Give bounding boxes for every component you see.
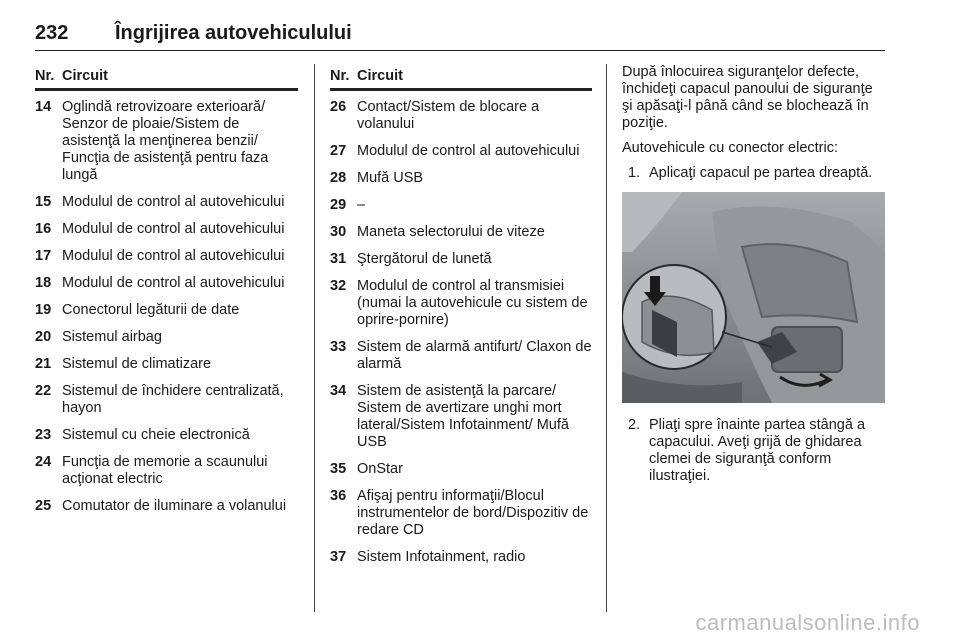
circuit-name: Modulul de control al transmisiei (numai la autovehicule cu sistem de oprire-pornire) [357, 278, 588, 328]
fuse-cover-illustration [622, 192, 885, 403]
table-row [330, 99, 592, 133]
page-title: Îngrijirea autovehiculului [115, 22, 352, 44]
circuit-name: Sistemul de climatizare [62, 356, 212, 372]
fuse-number: 26 [330, 99, 347, 115]
table-row [330, 339, 592, 373]
table-row [35, 275, 298, 292]
circuit-name: Maneta selectorului de viteze [357, 224, 545, 240]
circuit-name: Modulul de control al autovehicului [62, 248, 285, 264]
instructions-column [622, 64, 887, 485]
table-row [330, 197, 592, 214]
circuit-name: Sistemul cu cheie electronică [62, 427, 250, 443]
circuit-name: Afişaj pentru informaţii/Blocul instrumentelor de bord/Dispozitiv de redare CD [357, 488, 589, 538]
illustration-image [622, 192, 885, 403]
header-circuit: Circuit [62, 68, 108, 84]
fuse-number: 28 [330, 170, 347, 186]
circuit-name: Conectorul legăturii de date [62, 302, 240, 318]
step-number: 1. [628, 165, 641, 181]
fuse-number: 36 [330, 488, 347, 504]
step-text: Aplicaţi capacul pe partea dreaptă. [649, 165, 873, 181]
table-row [330, 383, 592, 451]
circuit-name: Modulul de control al autovehicului [62, 194, 285, 210]
fuse-number: 27 [330, 143, 347, 159]
table-row [330, 170, 592, 187]
table-header [330, 64, 592, 88]
header-rule [35, 50, 885, 51]
fuse-number: 31 [330, 251, 347, 267]
fuse-number: 23 [35, 427, 52, 443]
table-row [35, 99, 298, 184]
fuse-number: 25 [35, 498, 52, 514]
table-row [35, 302, 298, 319]
fuse-number: 21 [35, 356, 52, 372]
column-divider-2 [606, 64, 607, 612]
table-row [330, 224, 592, 241]
table-row [330, 143, 592, 160]
fuse-number: 32 [330, 278, 347, 294]
table-body [35, 99, 298, 515]
fuse-number: 35 [330, 461, 347, 477]
table-row [35, 356, 298, 373]
fuse-number: 24 [35, 454, 52, 470]
fuse-number: 14 [35, 99, 52, 115]
fuse-number: 19 [35, 302, 52, 318]
header-nr: Nr. [35, 68, 55, 84]
circuit-name: – [357, 197, 366, 213]
fuse-number: 34 [330, 383, 347, 399]
step-text: Pliaţi spre înainte partea stângă a capacului. Aveţi grijă de ghidarea clemei de siguranţă conform ilustraţiei. [649, 417, 866, 484]
fuse-number: 30 [330, 224, 347, 240]
table-row [330, 461, 592, 478]
paragraph-close-cover: După înlocuirea siguranţelor defecte, închideţi capacul panoului de siguranţe şi apăsaţi-l până când se blochează în poziţie. [622, 64, 873, 131]
column-divider-1 [314, 64, 315, 612]
table-row [330, 251, 592, 268]
table-row [330, 278, 592, 329]
table-header [35, 64, 298, 88]
table-header-rule [330, 88, 592, 91]
fuse-number: 37 [330, 549, 347, 565]
circuit-name: Mufă USB [357, 170, 424, 186]
header-circuit: Circuit [357, 68, 403, 84]
circuit-name: Sistem Infotainment, radio [357, 549, 526, 565]
table-row [35, 427, 298, 444]
fuse-number: 16 [35, 221, 52, 237]
table-row [35, 248, 298, 265]
circuit-name: Sistem de alarmă antifurt/ Claxon de alarmă [357, 339, 592, 372]
fuse-number: 15 [35, 194, 52, 210]
paragraph-electric-connector: Autovehicule cu conector electric: [622, 140, 838, 156]
circuit-name: Modulul de control al autovehicului [62, 275, 285, 291]
circuit-name: Modulul de control al autovehicului [62, 221, 285, 237]
page-number: 232 [35, 22, 69, 44]
circuit-name: Sistem de asistenţă la parcare/ Sistem de avertizare unghi mort lateral/Sistem Infotainment/ Mufă USB [357, 383, 569, 450]
circuit-name: Sistemul de închidere centralizată, hayon [62, 383, 284, 416]
step-number: 2. [628, 417, 641, 433]
table-row [35, 194, 298, 211]
circuit-name: OnStar [357, 461, 403, 477]
fuse-table-col1 [35, 64, 298, 525]
circuit-name: Comutator de iluminare a volanului [62, 498, 287, 514]
circuit-name: Funcţia de memorie a scaunului acţionat electric [62, 454, 268, 487]
step-2 [622, 417, 887, 485]
fuse-table-col2 [330, 64, 592, 576]
circuit-name: Ştergătorul de lunetă [357, 251, 492, 267]
table-row [35, 454, 298, 488]
watermark: carmanualsonline.info [695, 610, 920, 635]
fuse-number: 18 [35, 275, 52, 291]
fuse-number: 20 [35, 329, 52, 345]
table-row [35, 383, 298, 417]
fuse-number: 33 [330, 339, 347, 355]
circuit-name: Oglindă retrovizoare exterioară/ Senzor de ploaie/Sistem de asistenţă la menţinerea benzii/ Funcţia de asistenţă pentru faza lungă [62, 99, 269, 183]
fuse-number: 17 [35, 248, 52, 264]
table-row [330, 549, 592, 566]
table-row [330, 488, 592, 539]
circuit-name: Contact/Sistem de blocare a volanului [357, 99, 540, 132]
circuit-name: Sistemul airbag [62, 329, 162, 345]
fuse-number: 29 [330, 197, 347, 213]
step-1 [622, 165, 887, 182]
page-header [35, 22, 885, 52]
table-row [35, 498, 298, 515]
table-body [330, 99, 592, 566]
table-header-rule [35, 88, 298, 91]
table-row [35, 221, 298, 238]
table-row [35, 329, 298, 346]
circuit-name: Modulul de control al autovehicului [357, 143, 580, 159]
header-nr: Nr. [330, 68, 350, 84]
fuse-number: 22 [35, 383, 52, 399]
